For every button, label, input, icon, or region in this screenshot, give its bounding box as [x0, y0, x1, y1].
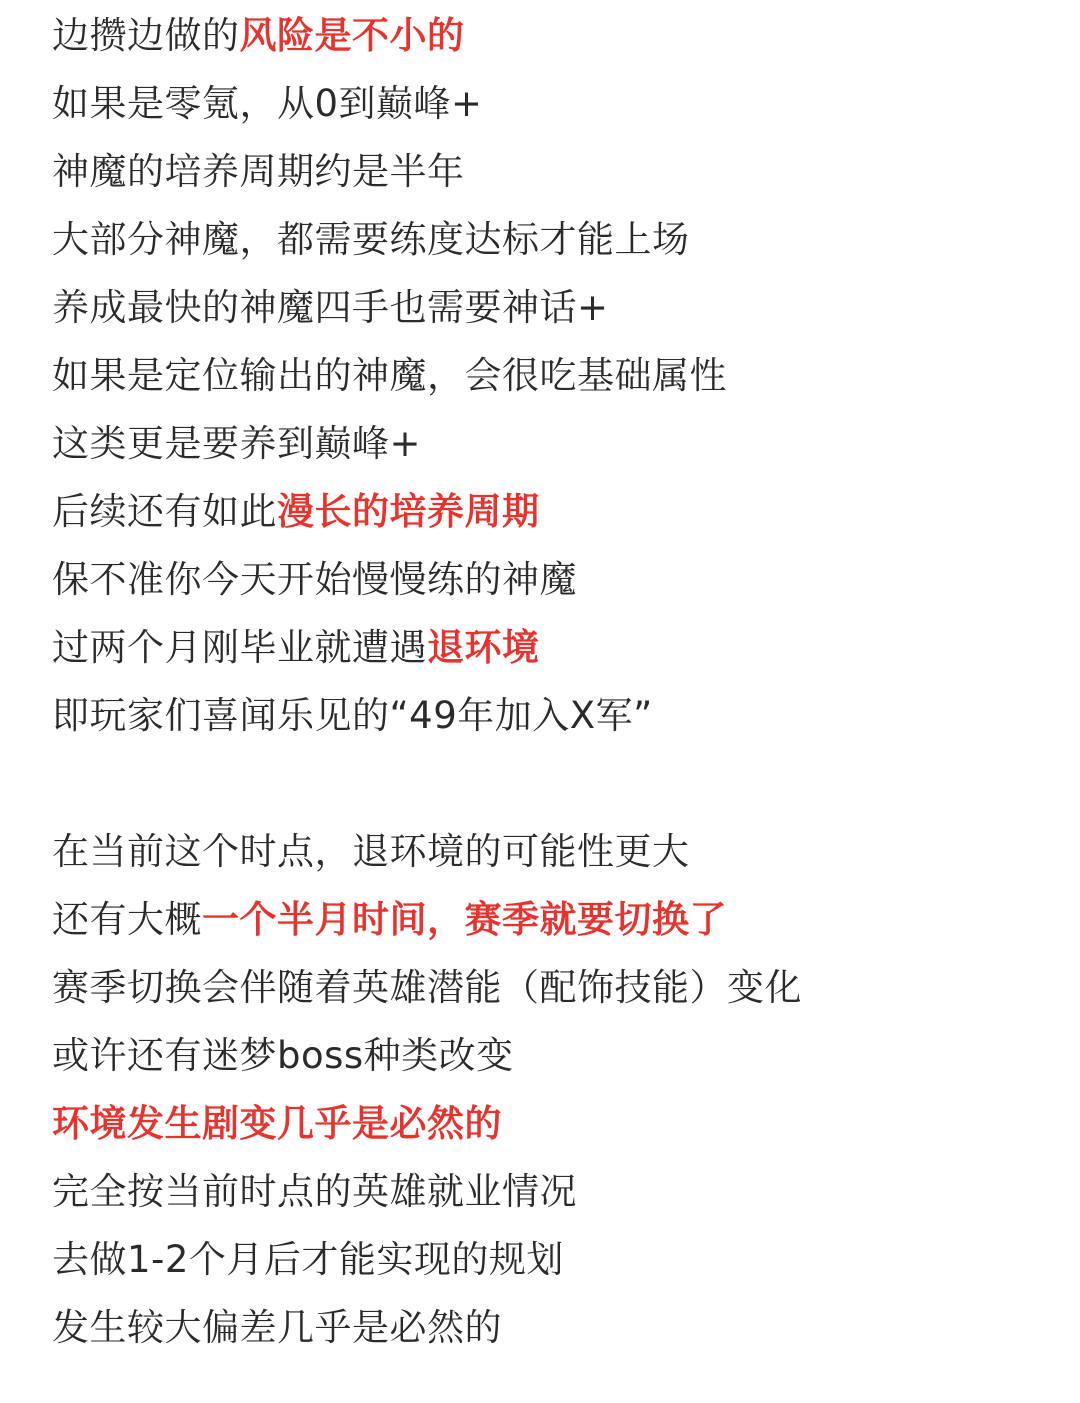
text-line: 赛季切换会伴随着英雄潜能（配饰技能）变化	[52, 966, 802, 1009]
text-line: 或许还有迷梦boss种类改变	[52, 1034, 514, 1077]
text-line	[52, 1096, 502, 1152]
text-line: 这类更是要养到巅峰+	[52, 422, 422, 465]
highlighted-text: 漫长的培养周期	[277, 490, 540, 533]
text-line: 大部分神魔，都需要练度达标才能上场	[52, 218, 690, 261]
text-segment: 过两个月刚毕业就遭遇	[52, 626, 427, 669]
text-line	[52, 484, 540, 540]
text-line: 在当前这个时点，退环境的可能性更大	[52, 830, 690, 873]
highlighted-text: 退环境	[427, 626, 540, 669]
highlighted-text: 一个半月时间，赛季就要切换了	[202, 898, 727, 941]
text-segment: 边攒边做的	[52, 14, 240, 57]
text-line	[52, 620, 540, 676]
highlighted-text: 风险是不小的	[239, 14, 465, 57]
text-line: 神魔的培养周期约是半年	[52, 150, 465, 193]
text-segment: 还有大概	[52, 898, 202, 941]
text-line	[52, 8, 465, 64]
text-line: 完全按当前时点的英雄就业情况	[52, 1170, 577, 1213]
text-line: 养成最快的神魔四手也需要神话+	[52, 286, 609, 329]
highlighted-text: 环境发生剧变几乎是必然的	[52, 1102, 502, 1145]
text-segment: 后续还有如此	[52, 490, 277, 533]
text-line: 发生较大偏差几乎是必然的	[52, 1306, 502, 1349]
text-line: 保不准你今天开始慢慢练的神魔	[52, 558, 577, 601]
text-line: 即玩家们喜闻乐见的“49年加入X军”	[52, 694, 653, 737]
text-line: 如果是零氪，从0到巅峰+	[52, 82, 483, 125]
text-line: 去做1-2个月后才能实现的规划	[52, 1238, 564, 1281]
text-line: 如果是定位输出的神魔，会很吃基础属性	[52, 354, 727, 397]
text-line	[52, 892, 727, 948]
